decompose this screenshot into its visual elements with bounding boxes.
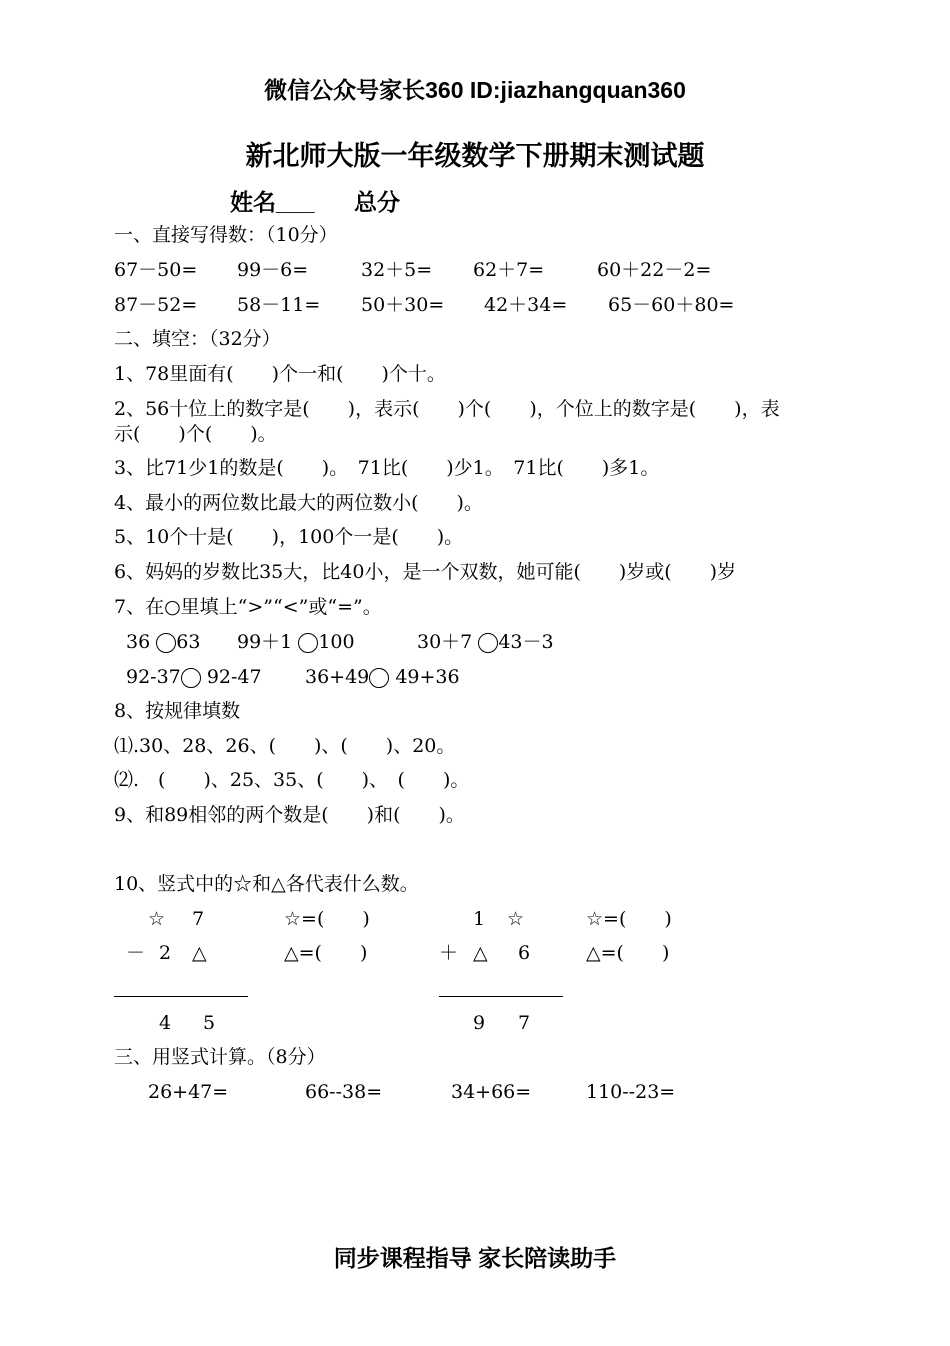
- calc-item: 50＋30=: [361, 294, 445, 316]
- sum-line: [439, 996, 563, 997]
- vertical-digit: ☆: [148, 908, 166, 930]
- compare-item: 99＋1 100: [237, 631, 355, 653]
- vertical-digit: 7: [192, 908, 205, 930]
- compare-circle[interactable]: [156, 633, 176, 653]
- question-10: 10、竖式中的☆和△各代表什么数。: [114, 873, 419, 895]
- header-banner: 微信公众号家长360 ID:jiazhangquan360: [264, 77, 686, 103]
- question-6: 6、妈妈的岁数比35大，比40小，是一个双数，她可能( )岁或( )岁: [114, 561, 737, 583]
- answer-blank[interactable]: ☆=( ): [586, 908, 672, 930]
- calc-item: 42＋34=: [484, 294, 568, 316]
- vertical-digit: 2: [159, 942, 172, 964]
- question-4: 4、最小的两位数比最大的两位数小( )。: [114, 492, 483, 514]
- section2-heading: 二、填空：（32分）: [114, 328, 281, 350]
- calc-item: 87－52=: [114, 294, 198, 316]
- question-1: 1、78里面有( )个一和( )个十。: [114, 363, 446, 385]
- question-8-2: ⑵. ( )、25、35、( )、 ( )。: [114, 769, 470, 791]
- compare-item: 36 63: [126, 631, 201, 653]
- total-label: 总分: [354, 189, 400, 215]
- footer-slogan: 同步课程指导 家长陪读助手: [333, 1245, 617, 1271]
- compare-item: 30＋7 43－3: [417, 631, 554, 653]
- calc-item: 66--38=: [305, 1081, 383, 1103]
- compare-item: 92-37 92-47: [126, 666, 262, 688]
- vertical-digit: 1: [473, 908, 486, 930]
- vertical-digit: 7: [518, 1012, 531, 1034]
- sum-line: [114, 996, 248, 997]
- question-7: 7、在○里填上“>”“<”或“=”。: [114, 596, 382, 618]
- calc-item: 65－60＋80=: [608, 294, 735, 316]
- vertical-digit: △: [473, 942, 488, 964]
- answer-blank[interactable]: ☆=( ): [284, 908, 370, 930]
- vertical-digit: 6: [518, 942, 531, 964]
- question-9: 9、和89相邻的两个数是( )和( )。: [114, 804, 465, 826]
- vertical-digit: △: [192, 942, 207, 964]
- name-label: 姓名___: [230, 189, 315, 215]
- calc-item: 62＋7=: [473, 259, 545, 281]
- compare-circle[interactable]: [369, 668, 389, 688]
- question-3: 3、比71少1的数是( )。 71比( )少1。 71比( )多1。: [114, 457, 660, 479]
- page-title: 新北师大版一年级数学下册期末测试题: [245, 141, 705, 171]
- calc-item: 99－6=: [237, 259, 309, 281]
- calc-item: 32＋5=: [361, 259, 433, 281]
- calc-item: 60＋22－2=: [597, 259, 712, 281]
- question-8: 8、按规律填数: [114, 700, 241, 722]
- calc-item: 67－50=: [114, 259, 198, 281]
- calc-item: 58－11=: [237, 294, 321, 316]
- compare-circle[interactable]: [181, 668, 201, 688]
- calc-item: 110--23=: [586, 1081, 676, 1103]
- section3-heading: 三、用竖式计算。（8分）: [114, 1046, 326, 1068]
- compare-item: 36+49 49+36: [305, 666, 460, 688]
- question-2-line2: 示( )个( )。: [114, 423, 277, 445]
- question-2-line1: 2、56十位上的数字是( )，表示( )个( )，个位上的数字是( )，表: [114, 398, 780, 420]
- vertical-digit: 4: [159, 1012, 172, 1034]
- compare-circle[interactable]: [298, 633, 318, 653]
- question-5: 5、10个十是( )，100个一是( )。: [114, 526, 464, 548]
- vertical-digit: ☆: [507, 908, 525, 930]
- vertical-digit: 9: [473, 1012, 486, 1034]
- compare-circle[interactable]: [478, 633, 498, 653]
- calc-item: 34+66=: [451, 1081, 532, 1103]
- calc-item: 26+47=: [148, 1081, 229, 1103]
- vertical-digit: 5: [203, 1012, 216, 1034]
- answer-blank[interactable]: △=( ): [586, 942, 670, 964]
- operator: －: [126, 942, 146, 964]
- section1-heading: 一、直接写得数：（10分）: [114, 224, 338, 246]
- answer-blank[interactable]: △=( ): [284, 942, 368, 964]
- question-8-1: ⑴.30、28、26、( )、( )、20。: [114, 735, 456, 757]
- operator: ＋: [439, 942, 459, 964]
